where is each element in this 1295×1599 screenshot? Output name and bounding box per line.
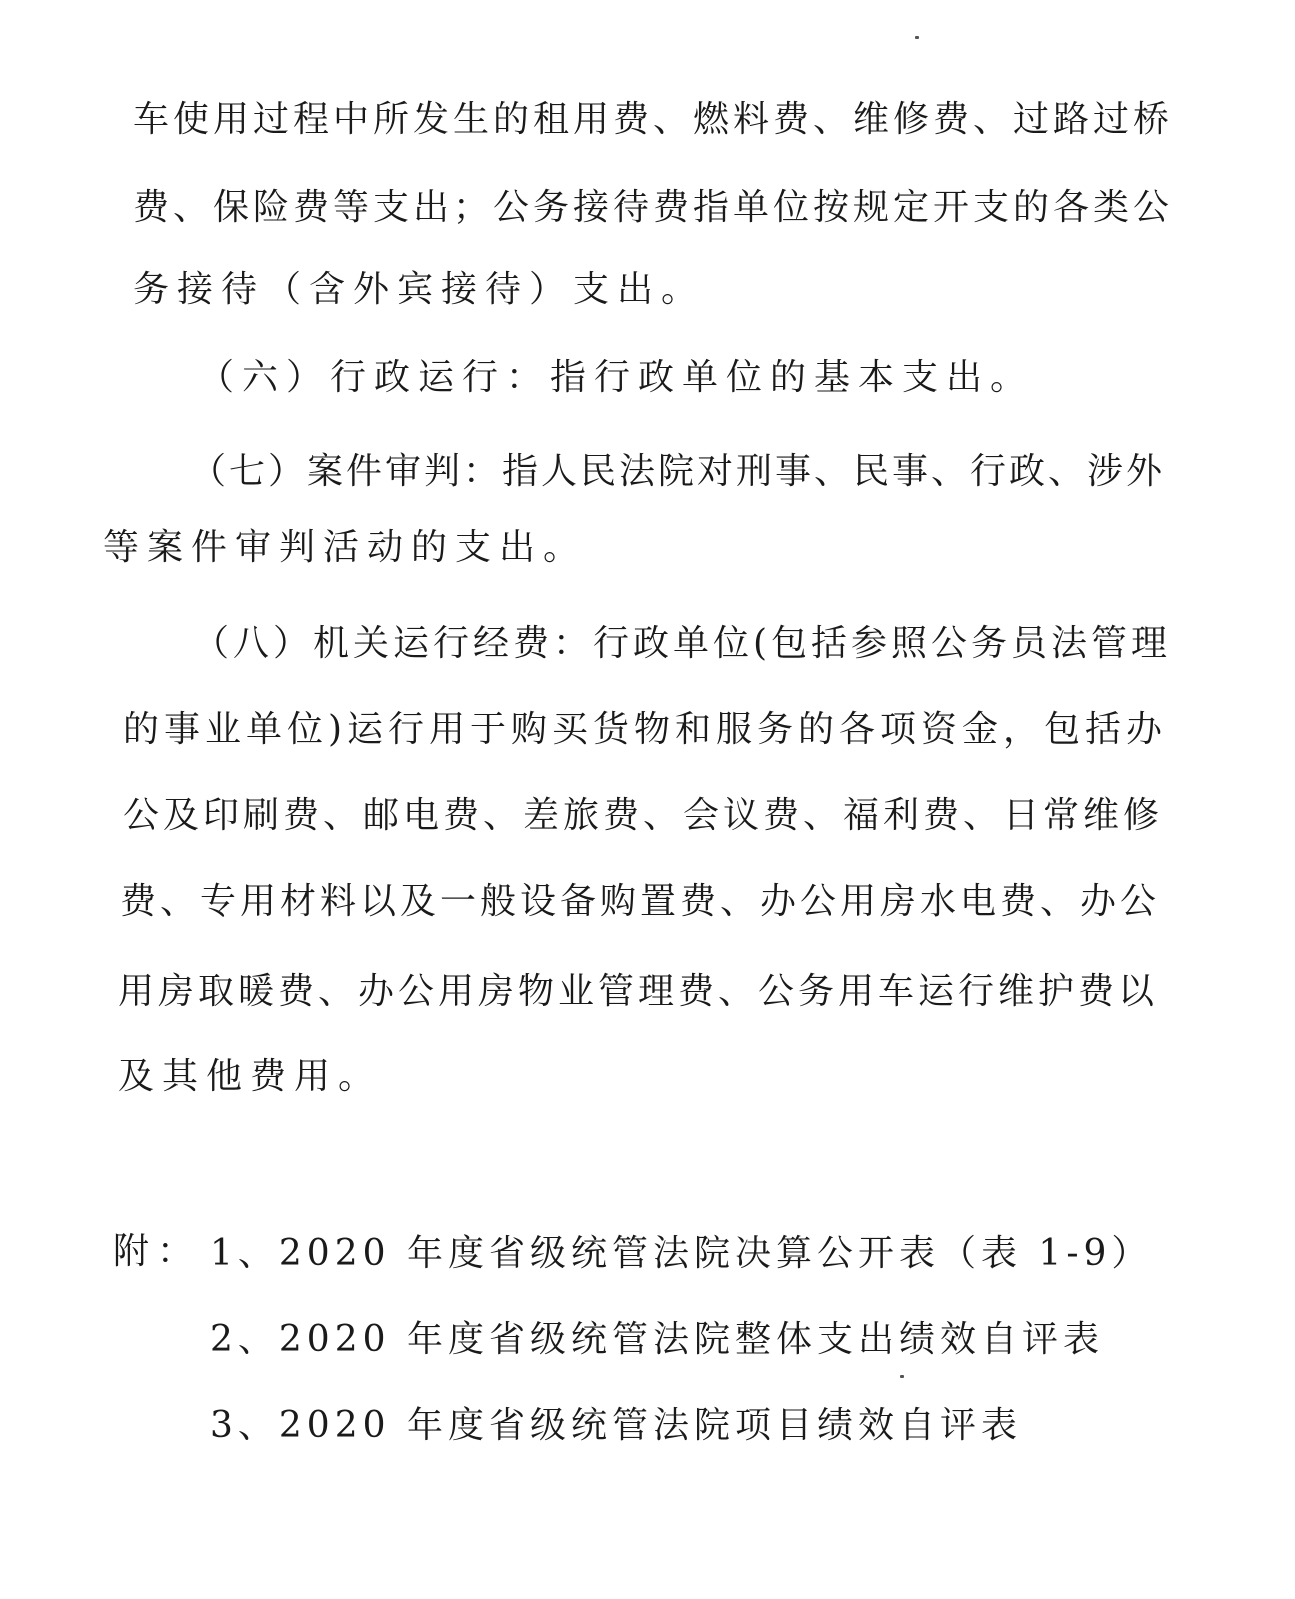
paragraph-line: 公及印刷费、邮电费、差旅费、会议费、福利费、日常维修	[123, 795, 1164, 836]
paragraph-line: 务接待（含外宾接待）支出。	[133, 269, 706, 310]
paragraph-line: （七）案件审判：指人民法院对刑事、民事、行政、涉外	[190, 451, 1166, 492]
paragraph-line: 等案件审判活动的支出。	[103, 527, 588, 568]
paragraph-line: （八）机关运行经费：行政单位(包括参照公务员法管理	[193, 623, 1172, 664]
scan-speck	[900, 1375, 904, 1378]
paragraph-line: 费、专用材料以及一般设备购置费、办公用房水电费、办公	[120, 881, 1161, 922]
scan-speck	[915, 36, 919, 39]
attachment-item: 3、2020 年度省级统管法院项目绩效自评表	[210, 1405, 1022, 1446]
attachments-label: 附：	[113, 1231, 202, 1272]
paragraph-line: 的事业单位)运行用于购买货物和服务的各项资金，包括办	[123, 709, 1168, 750]
paragraph-line: 车使用过程中所发生的租用费、燃料费、维修费、过路过桥	[133, 99, 1174, 140]
attachment-item: 2、2020 年度省级统管法院整体支出绩效自评表	[210, 1319, 1104, 1360]
paragraph-line: 及其他费用。	[118, 1056, 383, 1097]
paragraph-line: （六）行政运行：指行政单位的基本支出。	[198, 357, 1035, 398]
paragraph-line: 用房取暖费、办公用房物业管理费、公务用车运行维护费以	[118, 971, 1159, 1012]
paragraph-line: 费、保险费等支出；公务接待费指单位按规定开支的各类公	[133, 187, 1174, 228]
attachment-item: 1、2020 年度省级统管法院决算公开表（表 1-9）	[210, 1233, 1153, 1274]
